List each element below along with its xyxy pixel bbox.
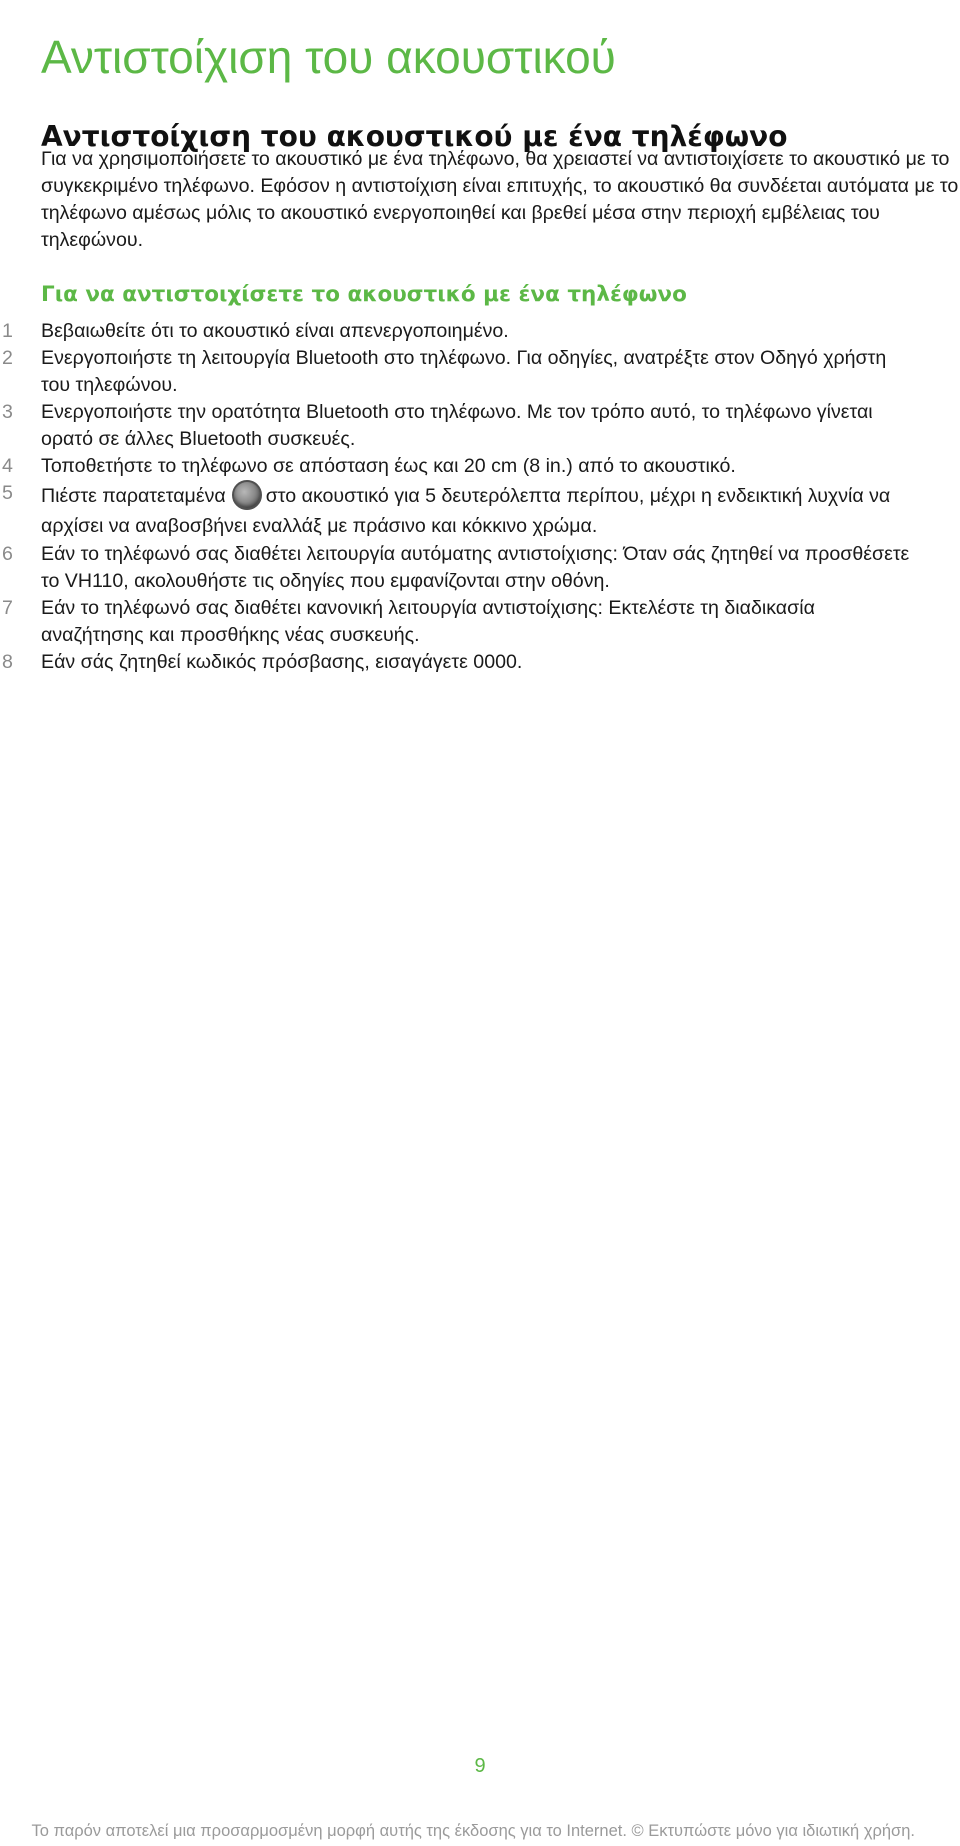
step-text: Ενεργοποιήστε τη λειτουργία Bluetooth στο τηλέφωνο. Για οδηγίες, ανατρέξτε στον Οδηγό χρήστη του τηλεφώνου. bbox=[41, 347, 887, 396]
step-5 bbox=[0, 480, 960, 541]
step-1 bbox=[0, 318, 960, 345]
step-number: 3 bbox=[2, 401, 13, 423]
step-text-after-icon: στο ακουστικό για 5 δευτερόλεπτα περίπου, μέχρι η ενδεικτική λυχνία να αρχίσει να αναβοσβήνει εναλλάξ με πράσινο και κόκκινο χρώμα. bbox=[41, 485, 891, 537]
power-button-icon bbox=[232, 480, 262, 510]
step-text-before-icon: Πιέστε παρατεταμένα bbox=[41, 485, 226, 507]
step-number: 1 bbox=[2, 320, 13, 342]
step-7 bbox=[0, 595, 960, 649]
steps-list bbox=[0, 318, 960, 676]
step-text: Εάν το τηλέφωνό σας διαθέτει κανονική λειτουργία αντιστοίχισης: Εκτελέστε τη διαδικασία αναζήτησης και προσθήκης νέας συσκευής. bbox=[41, 597, 815, 646]
step-4 bbox=[0, 453, 960, 480]
step-number: 6 bbox=[2, 543, 13, 565]
step-3 bbox=[0, 399, 960, 453]
procedure-heading: Για να αντιστοιχίσετε το ακουστικό με ένα τηλέφωνο bbox=[41, 282, 687, 307]
step-8 bbox=[0, 649, 960, 676]
section-heading: Αντιστοίχιση του ακουστικού με ένα τηλέφωνο bbox=[41, 120, 788, 154]
page-number: 9 bbox=[474, 1755, 486, 1777]
step-text: Τοποθετήστε το τηλέφωνο σε απόσταση έως και 20 cm (8 in.) από το ακουστικό. bbox=[41, 455, 736, 477]
step-number: 7 bbox=[2, 597, 13, 619]
footer-note: Το παρόν αποτελεί μια προσαρμοσμένη μορφή αυτής της έκδοσης για το Internet. © Εκτυπώστε μόνο για ιδιωτική χρήση. bbox=[31, 1822, 915, 1840]
step-number: 8 bbox=[2, 651, 13, 673]
step-text: Εάν το τηλέφωνό σας διαθέτει λειτουργία αυτόματης αντιστοίχισης: Όταν σάς ζητηθεί να προσθέσετε το VH110, ακολουθήστε τις οδηγίες που εμφανίζονται στην οθόνη. bbox=[41, 543, 910, 592]
step-number: 5 bbox=[2, 482, 13, 504]
page-title: Αντιστοίχιση του ακουστικού bbox=[41, 30, 616, 83]
step-text: Βεβαιωθείτε ότι το ακουστικό είναι απενεργοποιημένο. bbox=[41, 320, 509, 342]
step-2 bbox=[0, 345, 960, 399]
intro-paragraph: Για να χρησιμοποιήσετε το ακουστικό με ένα τηλέφωνο, θα χρειαστεί να αντιστοιχίσετε το ακουστικό με το συγκεκριμένο τηλέφωνο. Εφόσον η αντιστοίχιση είναι επιτυχής, το ακουστικό θα συνδέεται αυτόματα με το τηλέφωνο αμέσως μόλις το ακουστικό ενεργοποιηθεί και βρεθεί μέσα στην περιοχή εμβέλειας του τηλεφώνου. bbox=[41, 148, 959, 251]
step-number: 4 bbox=[2, 455, 13, 477]
step-6 bbox=[0, 541, 960, 595]
step-text: Εάν σάς ζητηθεί κωδικός πρόσβασης, εισαγάγετε 0000. bbox=[41, 651, 523, 673]
step-number: 2 bbox=[2, 347, 13, 369]
step-text: Ενεργοποιήστε την ορατότητα Bluetooth στο τηλέφωνο. Με τον τρόπο αυτό, το τηλέφωνο γίνεται ορατό σε άλλες Bluetooth συσκευές. bbox=[41, 401, 873, 450]
